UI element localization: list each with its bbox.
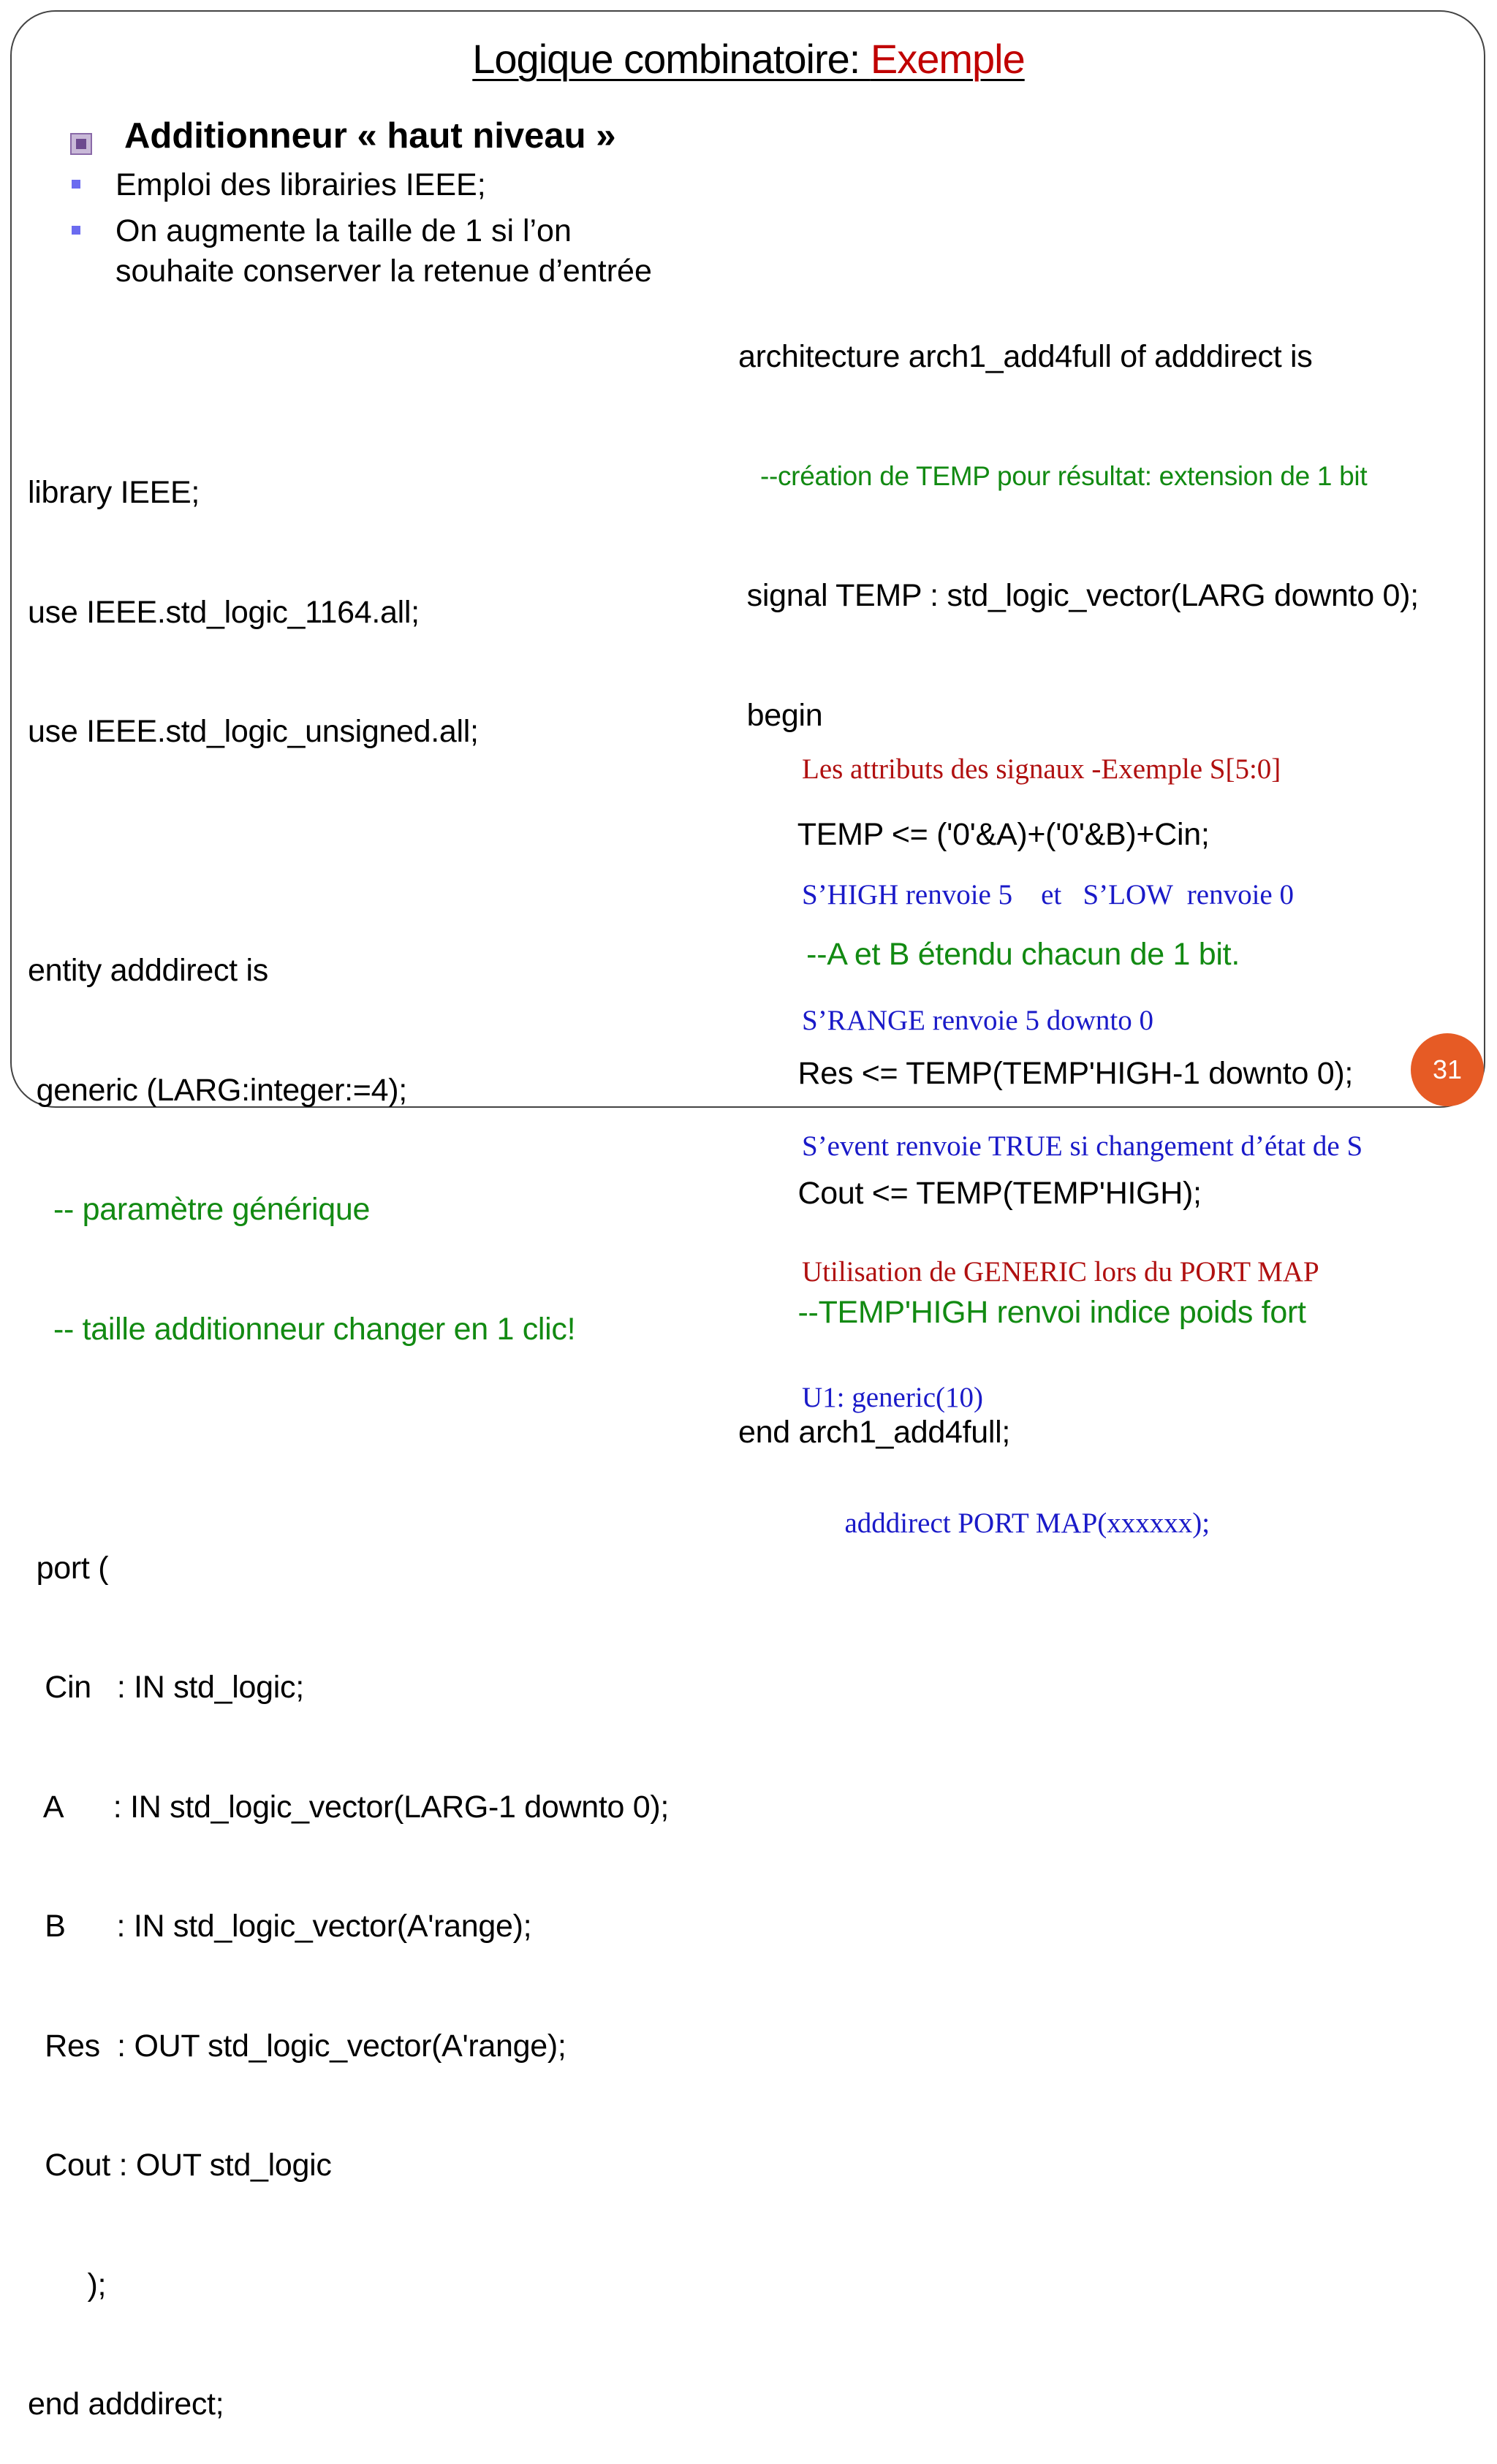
heading-text: Additionneur « haut niveau » (124, 116, 616, 156)
code-line (28, 1429, 669, 1469)
code-line: end adddirect; (28, 2387, 224, 2422)
bullet-square-icon (72, 180, 80, 189)
note-heading: Utilisation de GENERIC lors du PORT MAP (802, 1256, 1319, 1288)
note-line: U1: generic(10) (802, 1382, 983, 1413)
code-comment: --A et B étendu chacun de 1 bit. (738, 936, 1240, 972)
list-item: On augmente la taille de 1 si l’on (70, 211, 652, 251)
code-line: port ( (28, 1550, 109, 1586)
note-line: S’event renvoie TRUE si changement d’état de S (802, 1130, 1363, 1162)
code-line: entity adddirect is (28, 953, 268, 988)
code-line: use IEEE.std_logic_1164.all; (28, 594, 420, 630)
code-line: B : IN std_logic_vector(A'range); (28, 1909, 532, 1944)
square-bullet-icon (70, 123, 92, 145)
title-main: Logique combinatoire: (472, 36, 871, 82)
note-line: adddirect PORT MAP(xxxxxx); (802, 1507, 1210, 1539)
page-number: 31 (1432, 1054, 1463, 1084)
code-block-entity (28, 393, 669, 2464)
code-line: use IEEE.std_logic_unsigned.all; (28, 714, 479, 749)
code-comment: --TEMP'HIGH renvoi indice poids fort (738, 1295, 1306, 1330)
code-comment: -- paramètre générique (28, 1192, 371, 1227)
title-accent: Exemple (870, 36, 1025, 82)
code-line: begin (738, 697, 823, 733)
code-line: architecture arch1_add4full of adddirect is (738, 339, 1313, 374)
bullet-list (70, 165, 652, 297)
section-heading (70, 115, 615, 156)
code-line: Cin : IN std_logic; (28, 1670, 304, 1705)
note-line: S’HIGH renvoie 5 et S’LOW renvoie 0 (802, 879, 1294, 910)
bullet-square-icon (72, 226, 80, 235)
note-line: S’RANGE renvoie 5 downto 0 (802, 1005, 1153, 1036)
code-line: library IEEE; (28, 475, 200, 510)
slide-title (0, 35, 1497, 83)
code-line: ); (28, 2267, 107, 2303)
code-line: generic (LARG:integer:=4); (28, 1072, 407, 1108)
code-line (28, 832, 669, 872)
list-item: Emploi des librairies IEEE; (70, 165, 652, 205)
code-line: TEMP <= ('0'&A)+('0'&B)+Cin; (738, 817, 1210, 852)
list-item-continuation: souhaite conserver la retenue d’entrée (115, 254, 652, 289)
code-line: Cout : OUT std_logic (28, 2148, 332, 2183)
code-line: Cout <= TEMP(TEMP'HIGH); (738, 1175, 1202, 1211)
note-heading: Les attributs des signaux -Exemple S[5:0] (802, 753, 1281, 785)
attribute-notes (802, 687, 1363, 1600)
code-comment: --création de TEMP pour résultat: extension de 1 bit (738, 460, 1368, 491)
code-line: A : IN std_logic_vector(LARG-1 downto 0); (28, 1789, 670, 1825)
code-comment: -- taille additionneur changer en 1 clic! (28, 1311, 576, 1347)
code-line: signal TEMP : std_logic_vector(LARG downto 0); (738, 578, 1419, 613)
code-line: Res <= TEMP(TEMP'HIGH-1 downto 0); (738, 1056, 1354, 1091)
code-line: Res : OUT std_logic_vector(A'range); (28, 2028, 566, 2064)
page-number-badge (1411, 1033, 1484, 1106)
code-line: end arch1_add4full; (738, 1414, 1011, 1450)
